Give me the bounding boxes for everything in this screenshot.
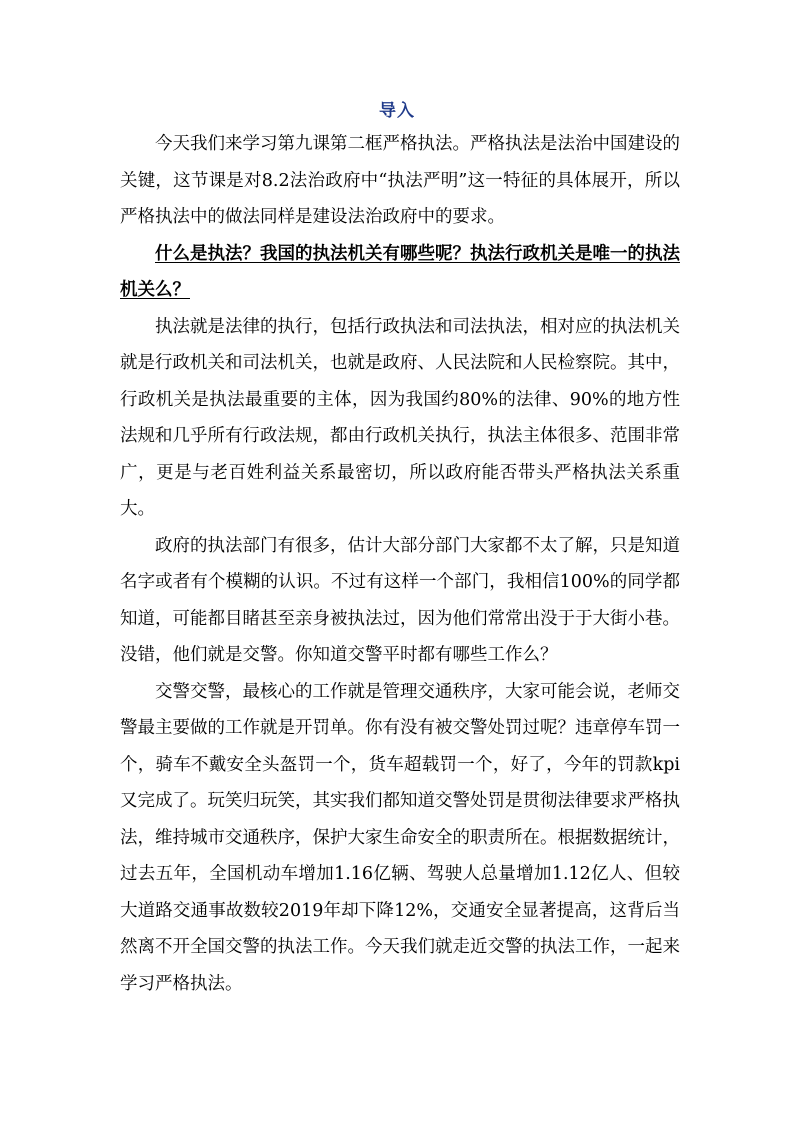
traffic-police-paragraph: 交警交警，最核心的工作就是管理交通秩序，大家可能会说，老师交警最主要做的工作就是开罚单。你有没有被交警处罚过呢？违章停车罚一个，骑车不戴安全头盔罚一个，货车超载罚一个，好了，今年的罚款kpi又完成了。玩笑归玩笑，其实我们都知道交警处罚是贯彻法律要求严格执法，维持城市交通秩序，保护大家生命安全的职责所在。根据数据统计，过去五年，全国机动车增加1.16亿辆、驾驶人总量增加1.12亿人、但较大道路交通事故数较2019年却下降12%，交通安全显著提高，这背后当然离不开全国交警的执法工作。今天我们就走近交警的执法工作，一起来学习严格执法。: [120, 681, 680, 994]
page-title: 导入: [379, 101, 415, 121]
law-enforcement-paragraph: 执法就是法律的执行，包括行政执法和司法执法，相对应的执法机关就是行政机关和司法机关，也就是政府、人民法院和人民检察院。其中，行政机关是执法最重要的主体，因为我国约80%的法律、90%的地方性法规和几乎所有行政法规，都由行政机关执行，执法主体很多、范围非常广，更是与老百姓利益关系最密切，所以政府能否带头严格执法关系重大。: [120, 316, 680, 519]
government-departments-paragraph: 政府的执法部门有很多，估计大部分部门大家都不太了解，只是知道名字或者有个模糊的认识。不过有这样一个部门，我相信100%的同学都知道，可能都目睹甚至亲身被执法过，因为他们常常出没于于大街小巷。没错，他们就是交警。你知道交警平时都有哪些工作么？: [120, 535, 680, 665]
intro-paragraph: 今天我们来学习第九课第二框严格执法。严格执法是法治中国建设的关键，这节课是对8.2法治政府中“执法严明”这一特征的具体展开，所以严格执法中的做法同样是建设法治政府中的要求。: [120, 134, 680, 227]
question-heading: 什么是执法？我国的执法机关有哪些呢？执法行政机关是唯一的执法机关么？: [120, 243, 680, 300]
document-body: [120, 126, 680, 1002]
